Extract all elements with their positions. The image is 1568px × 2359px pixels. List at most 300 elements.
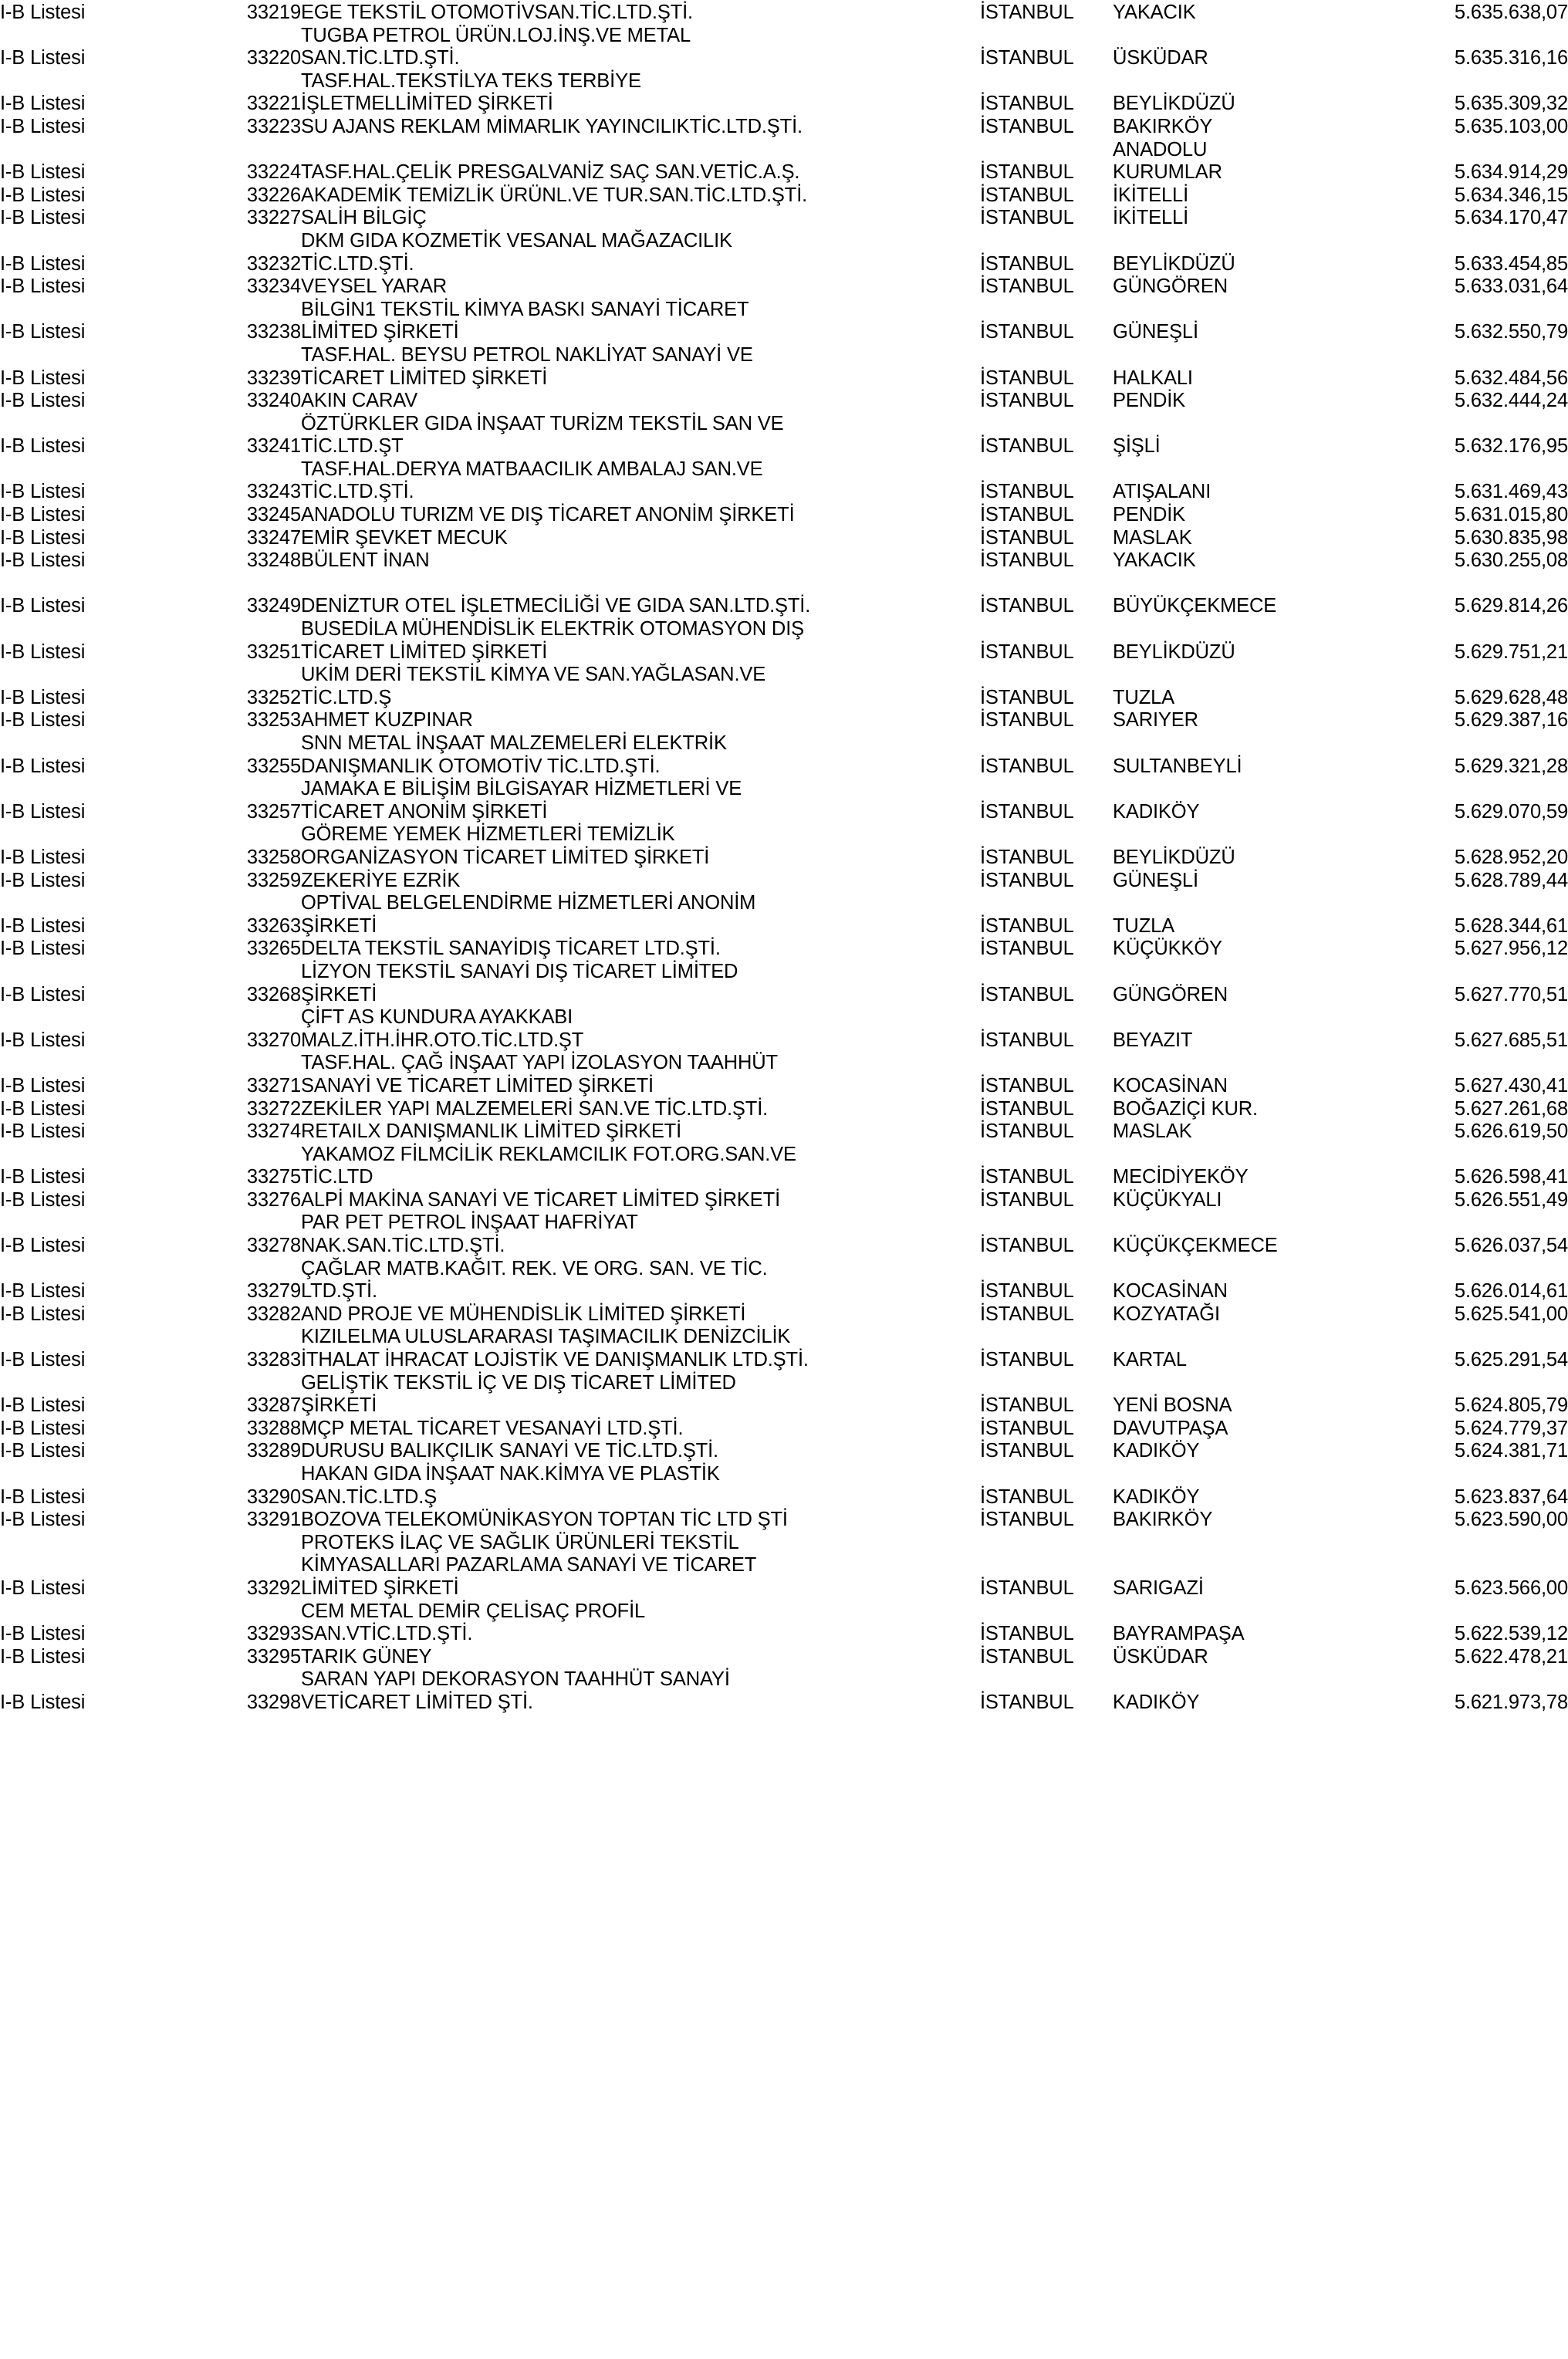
amount-empty [1367, 1326, 1568, 1349]
district-name: KURUMLAR [1113, 161, 1222, 184]
district-name: TUZLA [1113, 686, 1175, 708]
taxpayer-name: LİMİTED ŞİRKETİ [301, 321, 459, 343]
row-number: 33240 [246, 390, 301, 412]
amount-empty [1367, 823, 1568, 847]
row-number: 33255 [246, 755, 301, 777]
list-label: I-B Listesi [0, 1485, 86, 1508]
district-name: DAVUTPAŞA [1113, 1417, 1228, 1439]
row-number-empty [210, 1326, 301, 1349]
list-label: I-B Listesi [0, 1029, 86, 1051]
city-empty [980, 299, 1113, 322]
city-empty [980, 344, 1113, 367]
taxpayer-name: ZEKERİYE EZRİK [301, 869, 461, 891]
row-number: 33289 [246, 1440, 301, 1462]
city-name: İSTANBUL [980, 549, 1074, 572]
amount-empty [1367, 1600, 1568, 1624]
list-label-empty [0, 618, 210, 641]
amount-empty [1367, 732, 1568, 755]
taxpayer-name: ALPİ MAKİNA SANAYİ VE TİCARET LİMİTED ŞİRKETİ [301, 1188, 781, 1211]
taxpayer-name: ŞİRKETİ [301, 1394, 377, 1417]
city-empty [980, 413, 1113, 436]
district-name: TUZLA [1113, 914, 1175, 937]
list-label: I-B Listesi [0, 686, 86, 708]
district-name: SARIGAZİ [1113, 1577, 1204, 1599]
district-name: KÜÇÜKÇEKMECE [1113, 1235, 1278, 1257]
city-name: İSTANBUL [980, 2, 1074, 23]
row-number-empty [210, 1532, 301, 1555]
debt-amount: 5.627.261,68 [1454, 1097, 1568, 1120]
table-row [0, 161, 1568, 184]
district-empty [1113, 1052, 1367, 1075]
list-label-empty [0, 892, 210, 915]
debt-amount: 5.629.387,16 [1454, 709, 1568, 732]
district-name: GÜNEŞLİ [1113, 321, 1198, 343]
debt-amount: 5.625.291,54 [1454, 1349, 1568, 1371]
amount-empty [1367, 25, 1568, 48]
debt-amount: 5.622.539,12 [1454, 1623, 1568, 1645]
city-name: İSTANBUL [980, 755, 1074, 777]
name-continuation-row [0, 1372, 1568, 1395]
list-label: I-B Listesi [0, 1120, 86, 1143]
taxpayer-name: BÜLENT İNAN [301, 549, 430, 572]
list-label: I-B Listesi [0, 640, 86, 663]
taxpayer-name-continued: KİMYASALLARI PAZARLAMA SANAYİ VE TİCARET [301, 1554, 757, 1577]
taxpayer-name-continued: CEM METAL DEMİR ÇELİSAÇ PROFİL [301, 1600, 646, 1622]
city-name: İSTANBUL [980, 1691, 1074, 1713]
table-row [0, 1646, 1568, 1669]
table-row [0, 1075, 1568, 1098]
taxpayer-name-continued: TASF.HAL.DERYA MATBAACILIK AMBALAJ SAN.VE [301, 458, 763, 480]
district-name: BOĞAZİÇİ KUR. [1113, 1097, 1258, 1120]
city-name: İSTANBUL [980, 914, 1074, 937]
row-number: 33243 [246, 481, 301, 503]
taxpayer-name: LTD.ŞTİ. [301, 1280, 377, 1303]
district-empty [1113, 344, 1367, 367]
list-label-empty [0, 230, 210, 253]
row-number-empty [210, 413, 301, 436]
city-name: İSTANBUL [980, 115, 1074, 137]
city-empty [980, 1554, 1113, 1577]
taxpayer-name-continued: BİLGİN1 TEKSTİL KİMYA BASKI SANAYİ TİCARET [301, 298, 749, 320]
list-label: I-B Listesi [0, 1074, 86, 1097]
taxpayer-name: DELTA TEKSTİL SANAYİDIŞ TİCARET LTD.ŞTİ. [301, 938, 721, 960]
row-number: 33279 [246, 1280, 301, 1303]
name-continuation-row [0, 823, 1568, 847]
debt-amount: 5.627.956,12 [1454, 938, 1568, 960]
district-line-1: ANADOLU [1113, 138, 1208, 161]
list-label-empty [0, 299, 210, 322]
district-name: ATIŞALANI [1113, 481, 1211, 503]
taxpayer-name: DURUSU BALIKÇILIK SANAYİ VE TİC.LTD.ŞTİ. [301, 1440, 718, 1462]
city-name: İSTANBUL [980, 1645, 1074, 1668]
list-label-empty [0, 1532, 210, 1555]
debt-amount: 5.633.454,85 [1454, 252, 1568, 275]
city-name: İSTANBUL [980, 390, 1074, 412]
list-label-empty [0, 1668, 210, 1692]
city-empty [980, 892, 1113, 915]
name-continuation-row [0, 1052, 1568, 1075]
city-name: İSTANBUL [980, 435, 1074, 458]
district-empty [1113, 413, 1367, 436]
taxpayer-name: ŞİRKETİ [301, 914, 377, 937]
city-empty [980, 1326, 1113, 1349]
list-label-empty [0, 961, 210, 984]
taxpayer-name-continued: GELİŞTİK TEKSTİL İÇ VE DIŞ TİCARET LİMİTED [301, 1371, 736, 1394]
list-label-empty [0, 823, 210, 847]
list-label: I-B Listesi [0, 1280, 86, 1303]
name-continuation-row [0, 1600, 1568, 1624]
taxpayer-name-continued: PROTEKS İLAÇ VE SAĞLIK ÜRÜNLERİ TEKSTİL [301, 1531, 739, 1553]
row-number-empty [210, 823, 301, 847]
debt-amount: 5.635.103,00 [1454, 115, 1568, 137]
row-number: 33224 [246, 161, 301, 184]
list-label: I-B Listesi [0, 275, 86, 298]
list-label: I-B Listesi [0, 869, 86, 891]
name-continuation-row [0, 1212, 1568, 1235]
row-number: 33251 [246, 640, 301, 663]
name-continuation-row [0, 1258, 1568, 1281]
table-body [0, 2, 1568, 1715]
row-number-empty [210, 1212, 301, 1235]
city-empty [980, 1463, 1113, 1486]
name-continuation-row [0, 299, 1568, 322]
amount-empty [1367, 1258, 1568, 1281]
city-name: İSTANBUL [980, 1485, 1074, 1508]
city-empty [980, 732, 1113, 755]
city-empty [980, 1372, 1113, 1395]
city-empty [980, 823, 1113, 847]
district-name: BAYRAMPAŞA [1113, 1623, 1245, 1645]
taxpayer-name: TİCARET LİMİTED ŞİRKETİ [301, 640, 548, 663]
row-number-empty [210, 732, 301, 755]
district-name: SULTANBEYLİ [1113, 755, 1242, 777]
taxpayer-name-continued: LİZYON TEKSTİL SANAYİ DIŞ TİCARET LİMİTED [301, 960, 738, 982]
row-number-empty [210, 1052, 301, 1075]
row-number: 33257 [246, 800, 301, 823]
row-number: 33272 [246, 1097, 301, 1120]
list-label-empty [0, 70, 210, 93]
city-empty [980, 1212, 1113, 1235]
row-number: 33263 [246, 914, 301, 937]
city-name: İSTANBUL [980, 640, 1074, 663]
name-continuation-row [0, 892, 1568, 915]
list-label-empty [0, 1600, 210, 1624]
taxpayer-name: AND PROJE VE MÜHENDİSLİK LİMİTED ŞİRKETİ [301, 1303, 746, 1325]
list-label: I-B Listesi [0, 435, 86, 458]
name-continuation-row [0, 230, 1568, 253]
list-label: I-B Listesi [0, 367, 86, 389]
city-name: İSTANBUL [980, 869, 1074, 891]
amount-empty [1367, 458, 1568, 482]
table-row [0, 253, 1568, 276]
table-row [0, 549, 1568, 573]
district-empty [1113, 25, 1367, 48]
debt-amount: 5.628.789,44 [1454, 869, 1568, 891]
name-continuation-row [0, 458, 1568, 482]
city-empty [980, 961, 1113, 984]
amount-empty [1367, 1052, 1568, 1075]
city-name: İSTANBUL [980, 595, 1074, 617]
taxpayer-name: SAN.TİC.LTD.ŞTİ. [301, 47, 460, 69]
list-label: I-B Listesi [0, 1349, 86, 1371]
district-name: BAKIRKÖY [1113, 1509, 1213, 1531]
table-row [0, 847, 1568, 870]
table-row [0, 1120, 1568, 1144]
taxpayer-name: TİC.LTD.ŞTİ. [301, 481, 414, 503]
row-number: 33249 [246, 595, 301, 617]
name-continuation-row [0, 25, 1568, 48]
debt-amount: 5.631.469,43 [1454, 481, 1568, 503]
debt-amount: 5.621.973,78 [1454, 1691, 1568, 1713]
list-label: I-B Listesi [0, 2, 86, 23]
taxpayer-name-continued: OPTİVAL BELGELENDİRME HİZMETLERİ ANONİM [301, 892, 756, 914]
city-name: İSTANBUL [980, 1235, 1074, 1257]
row-number-empty [210, 230, 301, 253]
city-name: İSTANBUL [980, 275, 1074, 298]
city-name: İSTANBUL [980, 321, 1074, 343]
list-label-empty [0, 1258, 210, 1281]
district-empty [1113, 1554, 1367, 1577]
district-name: MASLAK [1113, 1120, 1192, 1143]
row-number-empty [210, 664, 301, 687]
name-continuation-row [0, 70, 1568, 93]
list-label-empty [0, 139, 210, 162]
debt-amount: 5.623.837,64 [1454, 1485, 1568, 1508]
city-name: İSTANBUL [980, 1074, 1074, 1097]
taxpayer-name-continued: SNN METAL İNŞAAT MALZEMELERİ ELEKTRİK [301, 732, 727, 754]
row-number: 33220 [246, 47, 301, 69]
debt-amount: 5.627.430,41 [1454, 1074, 1568, 1097]
taxpayer-name: EMİR ŞEVKET MECUK [301, 526, 508, 549]
debt-amount: 5.634.914,29 [1454, 161, 1568, 184]
amount-empty [1367, 413, 1568, 436]
debtor-listing-table [0, 2, 1568, 1715]
amount-empty [1367, 1668, 1568, 1692]
list-label: I-B Listesi [0, 1097, 86, 1120]
district-name: BAKIRKÖY [1113, 115, 1213, 137]
list-label-empty [0, 664, 210, 687]
table-row [0, 390, 1568, 413]
city-name: İSTANBUL [980, 800, 1074, 823]
row-number: 33293 [246, 1623, 301, 1645]
row-number-empty [210, 778, 301, 801]
amount-empty [1367, 1006, 1568, 1029]
table-row [0, 709, 1568, 732]
row-number-empty [210, 618, 301, 641]
row-number: 33238 [246, 321, 301, 343]
row-number: 33252 [246, 686, 301, 708]
table-row [0, 595, 1568, 618]
taxpayer-name: AKIN CARAV [301, 390, 418, 412]
list-label: I-B Listesi [0, 1303, 86, 1325]
list-label: I-B Listesi [0, 93, 86, 115]
district-empty [1113, 230, 1367, 253]
row-number-empty [210, 25, 301, 48]
district-name: KARTAL [1113, 1349, 1187, 1371]
table-row [0, 1029, 1568, 1053]
list-label: I-B Listesi [0, 1623, 86, 1645]
debt-amount: 5.626.619,50 [1454, 1120, 1568, 1143]
taxpayer-name-empty [301, 139, 980, 162]
debt-amount: 5.628.344,61 [1454, 914, 1568, 937]
table-row [0, 367, 1568, 390]
debt-amount: 5.635.316,16 [1454, 47, 1568, 69]
list-label-empty [0, 732, 210, 755]
list-label-empty [0, 1554, 210, 1577]
table-row [0, 1623, 1568, 1646]
district-empty [1113, 1144, 1367, 1167]
district-empty [1113, 823, 1367, 847]
name-continuation-row [0, 1532, 1568, 1555]
city-empty [980, 1006, 1113, 1029]
district-empty [1113, 1463, 1367, 1486]
row-number-empty [210, 1668, 301, 1692]
district-name: KADIKÖY [1113, 1440, 1200, 1462]
city-name: İSTANBUL [980, 184, 1074, 206]
debt-amount: 5.623.590,00 [1454, 1509, 1568, 1531]
taxpayer-name: MALZ.İTH.İHR.OTO.TİC.LTD.ŞT [301, 1029, 584, 1051]
district-name: KOCASİNAN [1113, 1074, 1228, 1097]
city-empty [980, 1258, 1113, 1281]
debt-amount: 5.629.628,48 [1454, 686, 1568, 708]
name-continuation-row [0, 664, 1568, 687]
row-number-empty [210, 892, 301, 915]
city-name: İSTANBUL [980, 47, 1074, 69]
taxpayer-name: SANAYİ VE TİCARET LİMİTED ŞİRKETİ [301, 1074, 654, 1097]
name-continuation-row [0, 618, 1568, 641]
row-number: 33245 [246, 504, 301, 526]
debt-amount: 5.626.037,54 [1454, 1235, 1568, 1257]
district-empty [1113, 664, 1367, 687]
table-row [0, 116, 1568, 139]
row-number: 33258 [246, 846, 301, 868]
city-name: İSTANBUL [980, 1417, 1074, 1439]
taxpayer-name-continued: TASF.HAL. BEYSU PETROL NAKLİYAT SANAYİ VE [301, 343, 753, 366]
taxpayer-name-continued: KIZILELMA ULUSLARARASI TAŞIMACILIK DENİZCİLİK [301, 1326, 791, 1348]
debt-amount: 5.634.346,15 [1454, 184, 1568, 206]
city-name: İSTANBUL [980, 709, 1074, 732]
debt-amount: 5.635.638,07 [1454, 2, 1568, 23]
taxpayer-name: SAN.VTİC.LTD.ŞTİ. [301, 1623, 473, 1645]
city-name: İSTANBUL [980, 983, 1074, 1005]
district-name: KÜÇÜKYALI [1113, 1188, 1222, 1211]
list-label-empty [0, 458, 210, 482]
city-name: İSTANBUL [980, 1097, 1074, 1120]
taxpayer-name-continued: TASF.HAL.TEKSTİLYA TEKS TERBİYE [301, 69, 641, 92]
taxpayer-name: TİC.LTD.ŞT [301, 435, 404, 458]
debt-amount: 5.623.566,00 [1454, 1577, 1568, 1599]
list-label-empty [0, 344, 210, 367]
city-name: İSTANBUL [980, 526, 1074, 549]
row-number-empty [210, 139, 301, 162]
row-number: 33241 [246, 435, 301, 458]
list-label: I-B Listesi [0, 1509, 86, 1531]
row-number: 33268 [246, 983, 301, 1005]
taxpayer-name: SU AJANS REKLAM MİMARLIK YAYINCILIKTİC.LTD.ŞTİ. [301, 115, 803, 137]
table-row [0, 938, 1568, 961]
row-number: 33239 [246, 367, 301, 389]
name-continuation-row [0, 778, 1568, 801]
list-label: I-B Listesi [0, 1417, 86, 1439]
list-label: I-B Listesi [0, 207, 86, 229]
row-number: 33298 [246, 1691, 301, 1713]
list-label: I-B Listesi [0, 914, 86, 937]
debt-amount: 5.630.835,98 [1454, 526, 1568, 549]
name-continuation-row [0, 1326, 1568, 1349]
district-name: YENİ BOSNA [1113, 1394, 1232, 1417]
list-label: I-B Listesi [0, 481, 86, 503]
taxpayer-name: ORGANİZASYON TİCARET LİMİTED ŞİRKETİ [301, 846, 710, 868]
city-name: İSTANBUL [980, 93, 1074, 115]
list-label-empty [0, 1212, 210, 1235]
taxpayer-name: ŞİRKETİ [301, 983, 377, 1005]
taxpayer-name: NAK.SAN.TİC.LTD.ŞTİ. [301, 1235, 505, 1257]
debt-amount: 5.626.014,61 [1454, 1280, 1568, 1303]
table-row [0, 1235, 1568, 1258]
table-row [0, 1166, 1568, 1189]
taxpayer-name: TİCARET ANONİM ŞİRKETİ [301, 800, 548, 823]
row-number: 33274 [246, 1120, 301, 1143]
taxpayer-name: İŞLETMELLİMİTED ŞİRKETİ [301, 93, 553, 115]
district-name: YAKACIK [1113, 2, 1196, 23]
row-number: 33295 [246, 1645, 301, 1668]
taxpayer-name: MÇP METAL TİCARET VESANAYİ LTD.ŞTİ. [301, 1417, 684, 1439]
district-name: GÜNGÖREN [1113, 983, 1228, 1005]
row-number-empty [210, 70, 301, 93]
district-empty [1113, 961, 1367, 984]
district-empty [1113, 1212, 1367, 1235]
list-label: I-B Listesi [0, 504, 86, 526]
district-empty [1113, 1258, 1367, 1281]
debt-amount: 5.625.541,00 [1454, 1303, 1568, 1325]
name-continuation-row [0, 1554, 1568, 1577]
city-name: İSTANBUL [980, 1120, 1074, 1143]
row-number: 33226 [246, 184, 301, 206]
name-continuation-row [0, 1144, 1568, 1167]
table-row [0, 1486, 1568, 1509]
district-empty [1113, 1668, 1367, 1692]
city-name: İSTANBUL [980, 1440, 1074, 1462]
name-continuation-row [0, 1463, 1568, 1486]
list-label-empty [0, 778, 210, 801]
table-row [0, 870, 1568, 893]
debt-amount: 5.632.176,95 [1454, 435, 1568, 458]
list-label: I-B Listesi [0, 1577, 86, 1599]
city-name: İSTANBUL [980, 1029, 1074, 1051]
debt-amount: 5.626.598,41 [1454, 1166, 1568, 1188]
city-empty [980, 25, 1113, 48]
district-empty [1113, 618, 1367, 641]
list-label: I-B Listesi [0, 321, 86, 343]
city-name: İSTANBUL [980, 1394, 1074, 1417]
taxpayer-name-continued: TUGBA PETROL ÜRÜN.LOJ.İNŞ.VE METAL [301, 24, 691, 46]
table-row [0, 207, 1568, 230]
table-row [0, 1509, 1568, 1532]
debt-amount: 5.629.070,59 [1454, 800, 1568, 823]
list-label: I-B Listesi [0, 983, 86, 1005]
row-number: 33232 [246, 252, 301, 275]
district-name: BÜYÜKÇEKMECE [1113, 595, 1277, 617]
list-label: I-B Listesi [0, 1440, 86, 1462]
list-label-empty [0, 1372, 210, 1395]
taxpayer-name-continued: ÇAĞLAR MATB.KAĞIT. REK. VE ORG. SAN. VE TİC. [301, 1257, 768, 1279]
debt-amount: 5.632.484,56 [1454, 367, 1568, 389]
debt-amount: 5.627.770,51 [1454, 983, 1568, 1005]
amount-empty [1367, 961, 1568, 984]
row-number: 33292 [246, 1577, 301, 1599]
city-empty [980, 664, 1113, 687]
district-empty [1113, 732, 1367, 755]
